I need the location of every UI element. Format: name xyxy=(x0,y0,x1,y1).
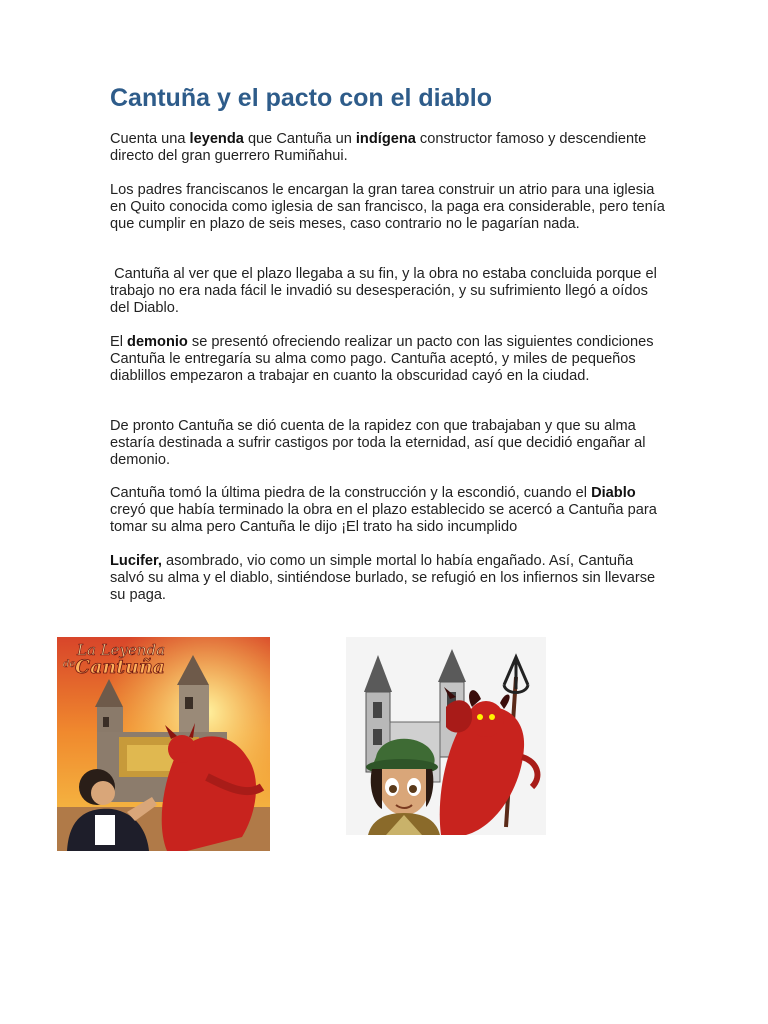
bold-indigena: indígena xyxy=(355,131,416,147)
bold-diablo: Diablo xyxy=(591,485,636,501)
bold-demonio: demonio xyxy=(127,334,188,350)
illustration-title-line2: de xyxy=(63,659,76,670)
illustration-leyenda-cantuna xyxy=(57,637,270,851)
paragraph-franciscanos: Los padres franciscanos le encargan la gran tarea construir un atrio para una iglesia en Quito conocida como iglesia de san francisco, la paga era considerable, pero tenía que cumplir en plazo de seis meses, caso contrario no le pagarían nada. xyxy=(110,182,665,232)
paragraph-lucifer: Lucifer, asombrado, vio como un simple mortal lo había engañado. Así, Cantuña salvó su alma y el diablo, sintiéndose burlado, se refugió en los infiernos sin llevarse su paga. xyxy=(110,553,656,603)
bold-lucifer: Lucifer, xyxy=(110,553,162,569)
illustration-title-line3: Cantuña xyxy=(75,656,165,678)
illustration-cantuna-diablos xyxy=(346,637,546,835)
paragraph-piedra: Cantuña tomó la última piedra de la construcción y la escondió, cuando el Diablo creyó que había terminado la obra en el plazo establecido se acercó a Cantuña para tomar su alma pero Cantuña le dijo ¡El trato ha sido incumplido xyxy=(110,485,657,535)
paragraph-intro: Cuenta una leyenda que Cantuña un indígena constructor famoso y descendiente directo del gran guerrero Rumiñahui. xyxy=(110,131,647,164)
paragraph-demonio: El demonio se presentó ofreciendo realizar un pacto con las siguientes condiciones Cantuña le entregaría su alma como pago. Cantuña aceptó, y miles de pequeños diablillos empezaron a trabajar en cuanto la obscuridad cayó en la ciudad. xyxy=(110,334,654,384)
illustration-title-line1: La Leyenda xyxy=(77,641,166,659)
paragraph-plazo: Cantuña al ver que el plazo llegaba a su fin, y la obra no estaba concluida porque el trabajo no era nada fácil le invadió su desesperación, y su sufrimiento llegó a oídos del Diablo. xyxy=(110,266,661,316)
bold-leyenda: leyenda xyxy=(189,131,244,147)
page-title: Cantuña y el pacto con el diablo xyxy=(110,84,493,112)
paragraph-rapidez: De pronto Cantuña se dió cuenta de la rapidez con que trabajaban y que su alma estaría destinada a sufrir castigos por toda la eternidad, así que decidió engañar al demonio. xyxy=(110,418,646,468)
